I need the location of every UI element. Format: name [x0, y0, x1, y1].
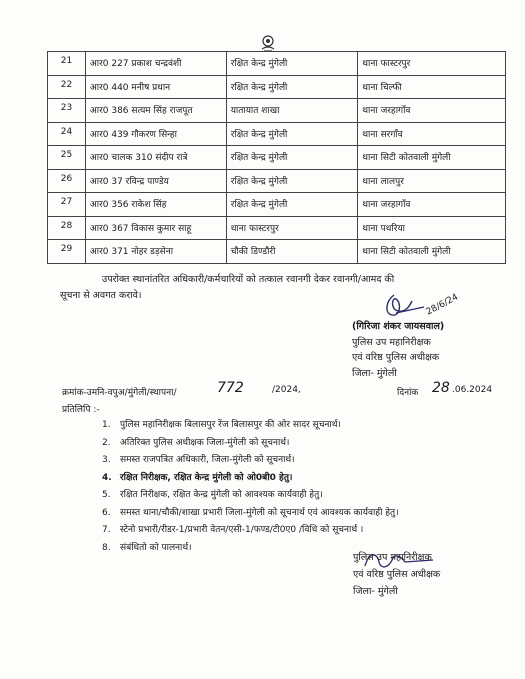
officer-name: (गिरिजा शंकर जायसवाल) — [352, 321, 445, 332]
from-cell: रक्षित केन्द्र मुंगेली — [226, 52, 358, 76]
list-item-number: 6. — [102, 507, 111, 518]
officer2-designation-2: एवं वरिष्ठ पुलिस अधीक्षक — [353, 569, 441, 580]
serial-cell: 26 — [48, 169, 86, 193]
officer-signature — [366, 287, 476, 323]
list-item-text: पुलिस महानिरीक्षक बिलासपुर रेंज बिलासपुर की ओर सादर सूचनार्थ। — [120, 420, 341, 430]
table-row — [48, 216, 506, 240]
name-cell: आर0 439 गौकरण सिन्हा — [85, 122, 226, 146]
table-row — [48, 146, 506, 170]
list-item — [102, 417, 399, 435]
list-item-number: 2. — [102, 437, 111, 448]
name-cell: आर0 356 राकेश सिंह — [85, 193, 226, 217]
reference-line — [62, 380, 512, 401]
name-cell: आर0 371 नोहर डड़सेना — [85, 240, 226, 264]
table-row — [48, 193, 506, 217]
copy-list — [102, 417, 399, 557]
serial-cell: 22 — [48, 75, 86, 99]
list-item — [102, 470, 399, 488]
date-day: 28 — [432, 380, 450, 396]
to-cell: थाना जरहागाँव — [358, 193, 506, 217]
table-row — [48, 75, 506, 99]
signature-date: 28/6/24 — [424, 292, 461, 318]
list-item — [102, 452, 399, 470]
from-cell: चौकी डिण्डौरी — [226, 240, 358, 264]
table-row — [48, 240, 506, 264]
to-cell: थाना फास्टरपुर — [358, 52, 506, 76]
list-item-text: समस्त राजपत्रित अधिकारी, जिला-मुंगेली को सूचनार्थ। — [120, 455, 295, 465]
from-cell: थाना फास्टरपुर — [226, 216, 358, 240]
to-cell: थाना लालपुर — [358, 169, 506, 193]
list-item-number: 3. — [102, 455, 111, 465]
serial-cell: 24 — [48, 122, 86, 146]
list-item-text: संबंधितो को पालनार्थ। — [120, 542, 192, 553]
list-item — [102, 522, 399, 540]
to-cell: थाना सरगाँव — [358, 122, 506, 146]
to-cell: थाना सिटी कोतवाली मुंगेली — [358, 240, 506, 264]
name-cell: आर0 440 मनीष प्रधान — [85, 75, 226, 99]
serial-cell: 25 — [48, 146, 86, 170]
name-cell: आर0 चालक 310 संदीप रात्रे — [85, 146, 226, 170]
name-cell: आर0 227 प्रकाश चन्द्रवंशी — [85, 52, 226, 76]
reference-prefix: क्रमांक-उमनि-वपुअ/मुंगेली/स्थापना/ — [62, 388, 177, 398]
list-item-text: रक्षित निरीक्षक, रक्षित केन्द्र मुंगेली को आवश्यक कार्यवाही हेतु। — [120, 490, 323, 500]
officer-block — [352, 319, 444, 381]
list-item-text: अतिरिक्त पुलिस अधीक्षक जिला-मुंगेली को सूचनार्थ। — [120, 437, 290, 448]
instruction-paragraph: उपरोक्त स्थानांतरित अधिकारी/कर्मचारियों को तत्काल रवानगी देकर रवानगी/आमद की — [102, 274, 395, 285]
table-row — [48, 99, 506, 123]
from-cell: रक्षित केन्द्र मुंगेली — [226, 122, 358, 146]
serial-cell: 29 — [48, 240, 86, 264]
to-cell: थाना जरहागाँव — [358, 99, 506, 123]
serial-cell: 23 — [48, 99, 86, 123]
officer2-designation: पुलिस उप महानिरीक्षक — [353, 552, 432, 563]
officer-designation: पुलिस उप महानिरीक्षक — [352, 336, 431, 348]
to-cell: थाना पथरिया — [358, 216, 506, 240]
officer-district: जिला- मुंगेली — [352, 367, 397, 379]
from-cell: यातायात शाखा — [226, 99, 358, 123]
name-cell: आर0 37 रविन्द्र पाण्डेय — [85, 169, 226, 193]
officer-block-2 — [353, 549, 440, 600]
name-cell: आर0 386 सत्यम सिंह राजपूत — [85, 99, 226, 123]
from-cell: रक्षित केन्द्र मुंगेली — [226, 193, 358, 217]
transfer-table — [47, 51, 506, 264]
from-cell: रक्षित केन्द्र मुंगेली — [226, 146, 358, 170]
list-item-text: रक्षित निरीक्षक, रक्षित केन्द्र मुंगेली को ओ0बी0 हेतु। — [120, 472, 293, 483]
list-item-number: 4. — [102, 472, 112, 483]
table-row — [48, 122, 506, 146]
from-cell: रक्षित केन्द्र मुंगेली — [226, 75, 358, 99]
list-item-number: 8. — [102, 542, 111, 553]
list-item-number: 1. — [102, 420, 111, 430]
list-item — [102, 505, 399, 523]
serial-cell: 21 — [48, 52, 86, 76]
to-cell: थाना सिटी कोतवाली मुंगेली — [358, 146, 506, 170]
serial-cell: 27 — [48, 193, 86, 217]
list-item-number: 5. — [102, 490, 111, 500]
instruction-paragraph-cont: सूचना से अवगत करावे। — [60, 290, 142, 301]
date-rest: .06.2024 — [452, 385, 493, 395]
list-item — [102, 487, 399, 505]
table-row — [48, 52, 506, 76]
reference-year: /2024, — [272, 385, 301, 395]
list-item — [102, 435, 399, 453]
police-emblem-icon — [258, 33, 278, 53]
serial-cell: 28 — [48, 216, 86, 240]
list-item-text: समस्त थाना/चौकी/शाखा प्रभारी जिला-मुंगेली को सूचनार्थ एवं आवश्यक कार्यवाही हेतु। — [120, 507, 399, 518]
copy-heading: प्रतिलिपि :- — [62, 405, 100, 415]
to-cell: थाना चिल्फी — [358, 75, 506, 99]
name-cell: आर0 367 विकास कुमार साहू — [85, 216, 226, 240]
from-cell: रक्षित केन्द्र मुंगेली — [226, 169, 358, 193]
list-item-number: 7. — [102, 525, 111, 535]
officer-designation-2: एवं वरिष्ठ पुलिस अधीक्षक — [352, 352, 440, 363]
reference-number: 772 — [217, 380, 244, 396]
officer2-district: जिला- मुंगेली — [353, 586, 398, 597]
table-row — [48, 169, 506, 193]
list-item-text: स्टेनो प्रभारी/रीडर-1/प्रभारी वेतन/एसी-1/फण्ड/टी0ए0 /विधि को सूचनार्थ । — [120, 525, 364, 535]
date-label: दिनांक — [397, 388, 419, 398]
